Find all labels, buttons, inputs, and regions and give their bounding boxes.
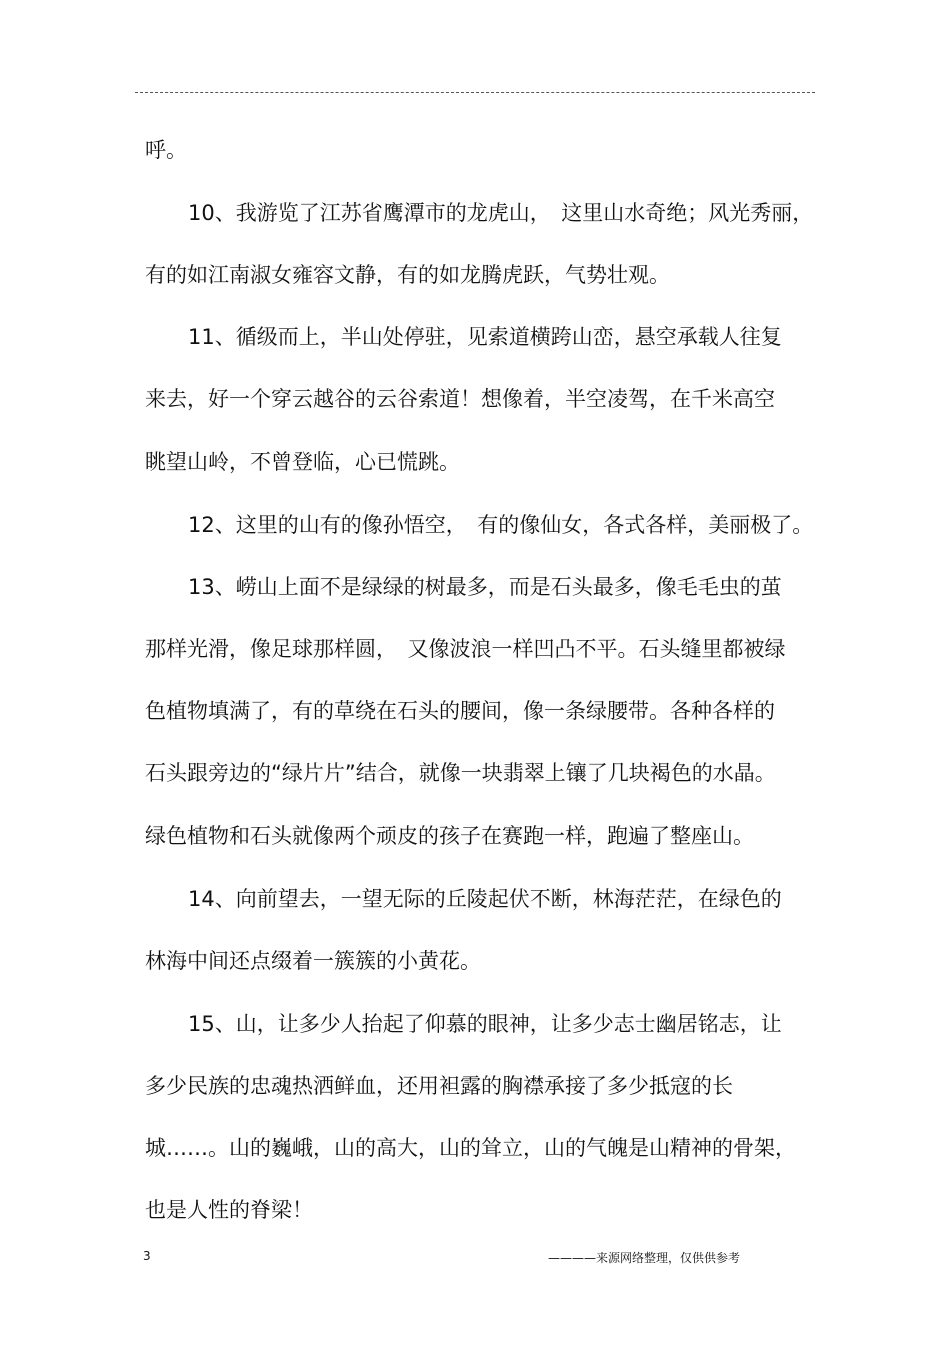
text-line: 10、我游览了江苏省鹰潭市的龙虎山， 这里山水奇绝；风光秀丽， — [188, 201, 814, 225]
text-line: 来去，好一个穿云越谷的云谷索道！想像着，半空凌驾，在千米高空 — [145, 387, 775, 411]
text-line: 石头跟旁边的“绿片片”结合，就像一块翡翠上镶了几块褐色的水晶。 — [145, 761, 776, 785]
text-line: 也是人性的脊梁！ — [145, 1198, 313, 1222]
text-line: 11、循级而上，半山处停驻，见索道横跨山峦，悬空承载人往复 — [188, 325, 782, 349]
text-line: 有的如江南淑女雍容文静，有的如龙腾虎跃，气势壮观。 — [145, 263, 670, 287]
text-line: 多少民族的忠魂热洒鲜血，还用袒露的胸襟承接了多少抵寇的长 — [145, 1074, 733, 1098]
text-line: 14、向前望去，一望无际的丘陵起伏不断，林海茫茫，在绿色的 — [188, 887, 782, 911]
text-line: 那样光滑，像足球那样圆， 又像波浪一样凹凸不平。石头缝里都被绿 — [145, 637, 786, 661]
header-divider — [135, 92, 815, 93]
text-line: 12、这里的山有的像孙悟空， 有的像仙女，各式各样，美丽极了。 — [188, 513, 814, 537]
text-line: 林海中间还点缀着一簇簇的小黄花。 — [145, 949, 481, 973]
text-line: 城……。山的巍峨，山的高大，山的耸立，山的气魄是山精神的骨架， — [145, 1136, 796, 1160]
page-number: 3 — [143, 1249, 151, 1263]
text-line: 绿色植物和石头就像两个顽皮的孩子在赛跑一样，跑遍了整座山。 — [145, 824, 754, 848]
text-line: 色植物填满了，有的草绕在石头的腰间，像一条绿腰带。各种各样的 — [145, 699, 775, 723]
source-note: ————来源网络整理，仅供供参考 — [548, 1251, 741, 1265]
text-line: 13、崂山上面不是绿绿的树最多，而是石头最多，像毛毛虫的茧 — [188, 575, 782, 599]
text-line: 呼。 — [145, 138, 187, 162]
text-line: 15、山，让多少人抬起了仰慕的眼神，让多少志士幽居铭志，让 — [188, 1012, 782, 1036]
text-line: 眺望山岭，不曾登临，心已慌跳。 — [145, 450, 460, 474]
